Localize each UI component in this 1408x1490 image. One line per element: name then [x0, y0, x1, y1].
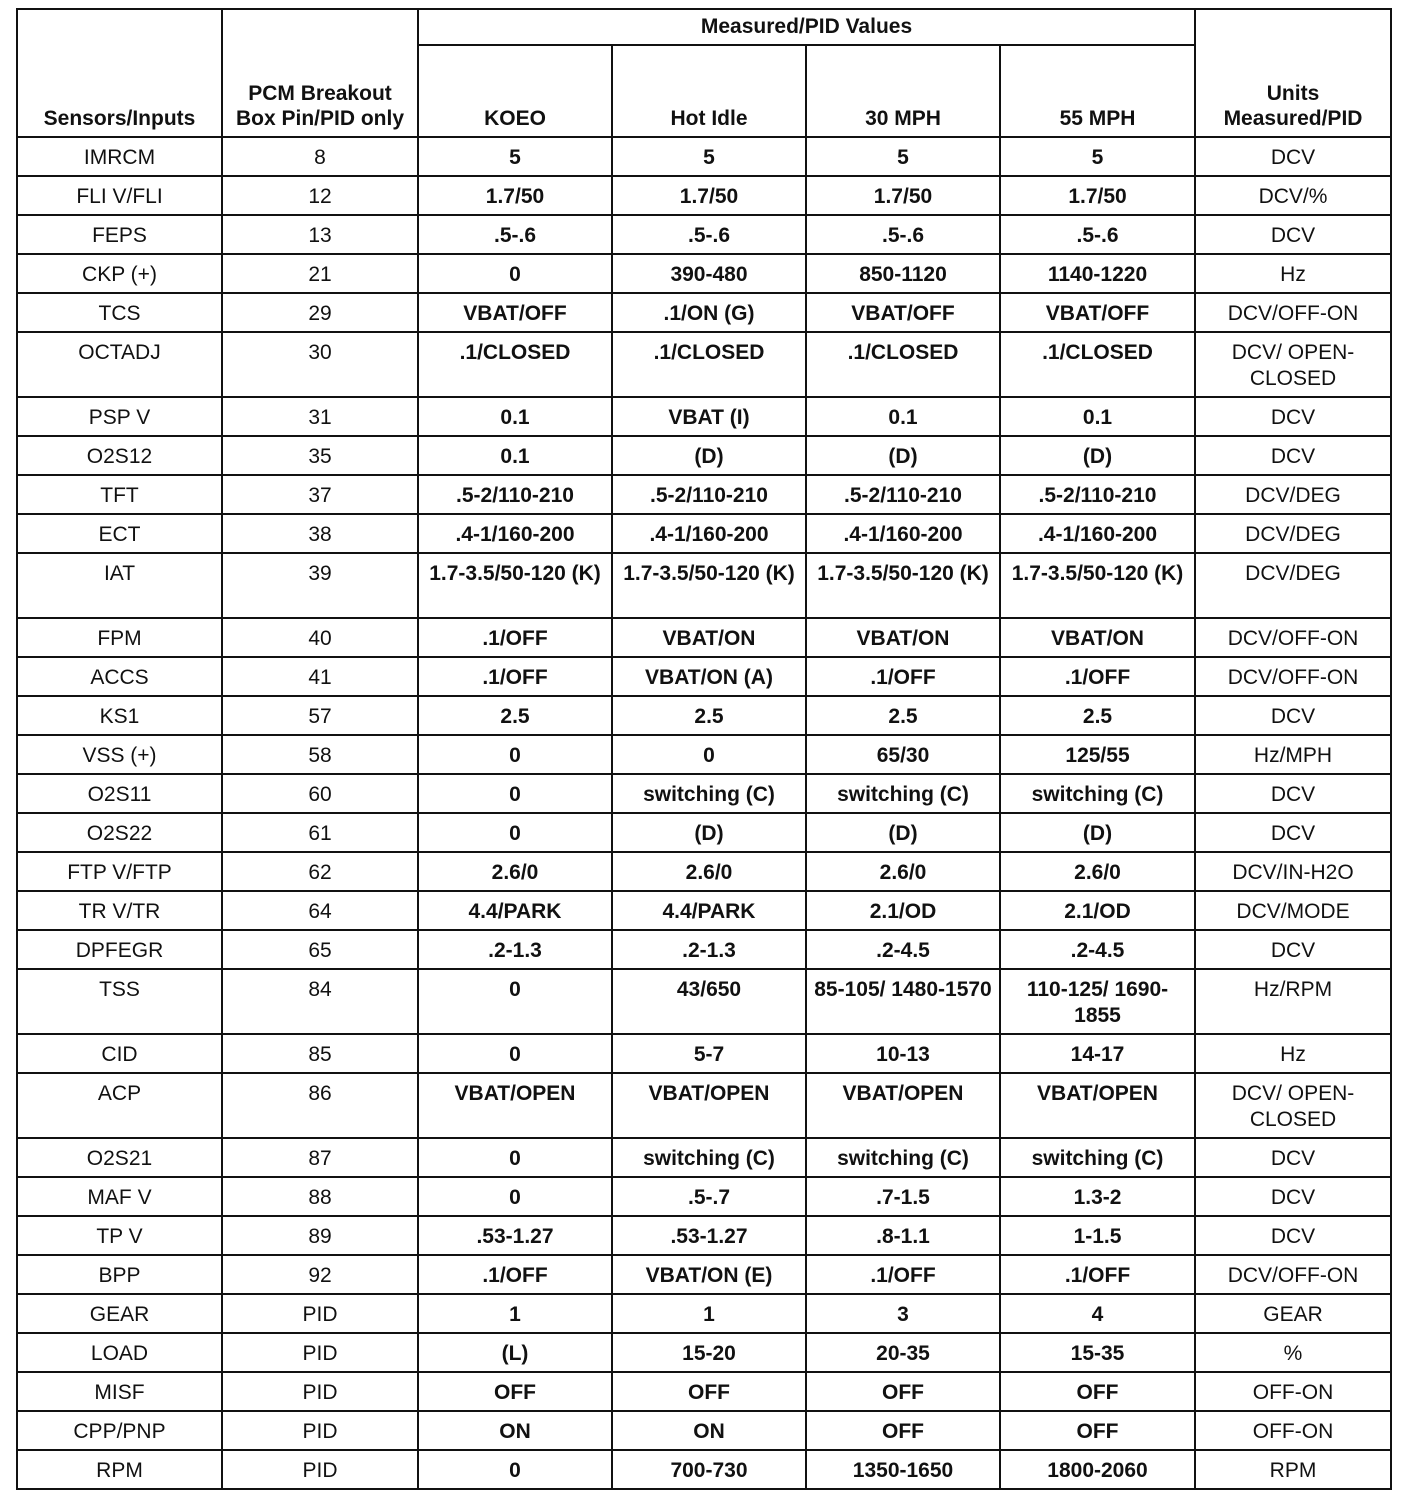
- cell-pin: 87: [222, 1138, 418, 1177]
- cell-30-mph: .1/OFF: [806, 1255, 1000, 1294]
- cell-30-mph: 2.5: [806, 696, 1000, 735]
- cell-hot-idle: VBAT/ON: [612, 618, 806, 657]
- cell-sensor: OCTADJ: [17, 332, 222, 397]
- cell-pin: 13: [222, 215, 418, 254]
- cell-sensor: FPM: [17, 618, 222, 657]
- cell-hot-idle: 2.6/0: [612, 852, 806, 891]
- cell-koeo: .1/OFF: [418, 657, 612, 696]
- cell-pin: 37: [222, 475, 418, 514]
- cell-koeo: .5-.6: [418, 215, 612, 254]
- header-measured-pid-values: Measured/PID Values: [418, 9, 1195, 45]
- cell-30-mph: 850-1120: [806, 254, 1000, 293]
- cell-55-mph: .1/OFF: [1000, 657, 1195, 696]
- cell-units: DCV/DEG: [1195, 475, 1391, 514]
- cell-pin: 31: [222, 397, 418, 436]
- cell-55-mph: VBAT/OFF: [1000, 293, 1195, 332]
- cell-koeo: VBAT/OFF: [418, 293, 612, 332]
- cell-hot-idle: .5-.6: [612, 215, 806, 254]
- cell-55-mph: OFF: [1000, 1411, 1195, 1450]
- cell-pin: 61: [222, 813, 418, 852]
- cell-30-mph: 5: [806, 137, 1000, 176]
- cell-sensor: KS1: [17, 696, 222, 735]
- cell-sensor: FLI V/FLI: [17, 176, 222, 215]
- cell-30-mph: switching (C): [806, 774, 1000, 813]
- cell-hot-idle: VBAT (I): [612, 397, 806, 436]
- cell-pin: 92: [222, 1255, 418, 1294]
- table-row: [17, 332, 1391, 397]
- cell-55-mph: 1140-1220: [1000, 254, 1195, 293]
- header-30-mph: 30 MPH: [806, 45, 1000, 137]
- cell-units: Hz: [1195, 1034, 1391, 1073]
- cell-55-mph: .2-4.5: [1000, 930, 1195, 969]
- cell-units: DCV: [1195, 1138, 1391, 1177]
- header-koeo: KOEO: [418, 45, 612, 137]
- cell-koeo: 0: [418, 969, 612, 1034]
- cell-pin: 29: [222, 293, 418, 332]
- cell-sensor: MAF V: [17, 1177, 222, 1216]
- header-row-group: [17, 9, 1391, 45]
- cell-pin: 38: [222, 514, 418, 553]
- cell-pin: PID: [222, 1333, 418, 1372]
- cell-units: DCV/DEG: [1195, 514, 1391, 553]
- cell-hot-idle: .2-1.3: [612, 930, 806, 969]
- cell-units: %: [1195, 1333, 1391, 1372]
- table-row: [17, 254, 1391, 293]
- cell-hot-idle: VBAT/ON (A): [612, 657, 806, 696]
- cell-pin: 88: [222, 1177, 418, 1216]
- cell-units: DCV/IN-H2O: [1195, 852, 1391, 891]
- cell-30-mph: .8-1.1: [806, 1216, 1000, 1255]
- cell-pin: 41: [222, 657, 418, 696]
- cell-55-mph: .4-1/160-200: [1000, 514, 1195, 553]
- table-row: [17, 553, 1391, 618]
- cell-koeo: 2.6/0: [418, 852, 612, 891]
- cell-sensor: CKP (+): [17, 254, 222, 293]
- cell-hot-idle: 1.7-3.5/50-120 (K): [612, 553, 806, 618]
- table-row: [17, 514, 1391, 553]
- cell-pin: 21: [222, 254, 418, 293]
- cell-koeo: 4.4/PARK: [418, 891, 612, 930]
- cell-pin: 60: [222, 774, 418, 813]
- table-row: [17, 1073, 1391, 1138]
- header-pcm-breakout-box: PCM Breakout Box Pin/PID only: [222, 9, 418, 137]
- cell-koeo: 0.1: [418, 436, 612, 475]
- cell-koeo: 0: [418, 1177, 612, 1216]
- cell-units: Hz/RPM: [1195, 969, 1391, 1034]
- cell-55-mph: 0.1: [1000, 397, 1195, 436]
- cell-sensor: GEAR: [17, 1294, 222, 1333]
- table-row: [17, 1034, 1391, 1073]
- cell-30-mph: 0.1: [806, 397, 1000, 436]
- cell-30-mph: .5-.6: [806, 215, 1000, 254]
- cell-units: DCV: [1195, 436, 1391, 475]
- table-row: [17, 657, 1391, 696]
- cell-30-mph: .4-1/160-200: [806, 514, 1000, 553]
- cell-sensor: RPM: [17, 1450, 222, 1489]
- cell-koeo: 0: [418, 1138, 612, 1177]
- cell-30-mph: (D): [806, 813, 1000, 852]
- cell-koeo: 0: [418, 1450, 612, 1489]
- cell-30-mph: OFF: [806, 1372, 1000, 1411]
- cell-30-mph: 20-35: [806, 1333, 1000, 1372]
- cell-sensor: TCS: [17, 293, 222, 332]
- cell-koeo: .1/OFF: [418, 1255, 612, 1294]
- header-hot-idle: Hot Idle: [612, 45, 806, 137]
- cell-sensor: IMRCM: [17, 137, 222, 176]
- cell-koeo: 0: [418, 813, 612, 852]
- cell-55-mph: 1.7-3.5/50-120 (K): [1000, 553, 1195, 618]
- table-row: [17, 1450, 1391, 1489]
- table-row: [17, 891, 1391, 930]
- cell-units: DCV/OFF-ON: [1195, 618, 1391, 657]
- cell-koeo: 1: [418, 1294, 612, 1333]
- cell-hot-idle: .4-1/160-200: [612, 514, 806, 553]
- table-row: [17, 969, 1391, 1034]
- cell-koeo: .1/OFF: [418, 618, 612, 657]
- table-row: [17, 696, 1391, 735]
- cell-koeo: .1/CLOSED: [418, 332, 612, 397]
- cell-30-mph: .1/CLOSED: [806, 332, 1000, 397]
- table-row: [17, 735, 1391, 774]
- cell-units: DCV/OFF-ON: [1195, 293, 1391, 332]
- cell-units: DCV: [1195, 215, 1391, 254]
- cell-55-mph: 2.5: [1000, 696, 1195, 735]
- cell-55-mph: 110-125/ 1690-1855: [1000, 969, 1195, 1034]
- cell-55-mph: .1/OFF: [1000, 1255, 1195, 1294]
- cell-hot-idle: (D): [612, 436, 806, 475]
- cell-hot-idle: 5-7: [612, 1034, 806, 1073]
- cell-hot-idle: (D): [612, 813, 806, 852]
- cell-koeo: VBAT/OPEN: [418, 1073, 612, 1138]
- cell-sensor: O2S12: [17, 436, 222, 475]
- cell-sensor: TSS: [17, 969, 222, 1034]
- cell-units: DCV: [1195, 696, 1391, 735]
- cell-hot-idle: switching (C): [612, 774, 806, 813]
- cell-units: DCV: [1195, 397, 1391, 436]
- table-row: [17, 1333, 1391, 1372]
- cell-sensor: VSS (+): [17, 735, 222, 774]
- cell-55-mph: switching (C): [1000, 774, 1195, 813]
- table-row: [17, 137, 1391, 176]
- cell-30-mph: 1350-1650: [806, 1450, 1000, 1489]
- cell-55-mph: VBAT/ON: [1000, 618, 1195, 657]
- cell-30-mph: switching (C): [806, 1138, 1000, 1177]
- cell-pin: 62: [222, 852, 418, 891]
- cell-koeo: .53-1.27: [418, 1216, 612, 1255]
- cell-55-mph: 1800-2060: [1000, 1450, 1195, 1489]
- cell-hot-idle: VBAT/OPEN: [612, 1073, 806, 1138]
- cell-30-mph: .5-2/110-210: [806, 475, 1000, 514]
- cell-hot-idle: 2.5: [612, 696, 806, 735]
- cell-units: DCV: [1195, 813, 1391, 852]
- cell-pin: 35: [222, 436, 418, 475]
- cell-30-mph: 1.7/50: [806, 176, 1000, 215]
- cell-sensor: FTP V/FTP: [17, 852, 222, 891]
- cell-hot-idle: 43/650: [612, 969, 806, 1034]
- cell-pin: 12: [222, 176, 418, 215]
- cell-30-mph: .1/OFF: [806, 657, 1000, 696]
- table-row: [17, 436, 1391, 475]
- cell-sensor: O2S21: [17, 1138, 222, 1177]
- cell-55-mph: .1/CLOSED: [1000, 332, 1195, 397]
- table-body: [17, 137, 1391, 1489]
- cell-hot-idle: .1/ON (G): [612, 293, 806, 332]
- cell-units: DCV/OFF-ON: [1195, 1255, 1391, 1294]
- cell-55-mph: switching (C): [1000, 1138, 1195, 1177]
- cell-55-mph: 125/55: [1000, 735, 1195, 774]
- cell-hot-idle: 390-480: [612, 254, 806, 293]
- cell-koeo: 0.1: [418, 397, 612, 436]
- cell-sensor: FEPS: [17, 215, 222, 254]
- table-row: [17, 1294, 1391, 1333]
- cell-units: DCV/%: [1195, 176, 1391, 215]
- cell-55-mph: 4: [1000, 1294, 1195, 1333]
- cell-units: DCV/DEG: [1195, 553, 1391, 618]
- cell-koeo: 2.5: [418, 696, 612, 735]
- cell-sensor: ACP: [17, 1073, 222, 1138]
- cell-30-mph: (D): [806, 436, 1000, 475]
- table-row: [17, 774, 1391, 813]
- cell-koeo: 0: [418, 735, 612, 774]
- cell-koeo: 1.7/50: [418, 176, 612, 215]
- cell-30-mph: 85-105/ 1480-1570: [806, 969, 1000, 1034]
- pid-values-table: [16, 8, 1392, 1490]
- cell-hot-idle: .1/CLOSED: [612, 332, 806, 397]
- cell-pin: 57: [222, 696, 418, 735]
- cell-koeo: 0: [418, 254, 612, 293]
- cell-koeo: .2-1.3: [418, 930, 612, 969]
- table-row: [17, 215, 1391, 254]
- table-row: [17, 475, 1391, 514]
- cell-30-mph: 1.7-3.5/50-120 (K): [806, 553, 1000, 618]
- cell-pin: 58: [222, 735, 418, 774]
- cell-pin: 64: [222, 891, 418, 930]
- cell-units: DCV/OFF-ON: [1195, 657, 1391, 696]
- cell-30-mph: .7-1.5: [806, 1177, 1000, 1216]
- pid-values-sheet: [16, 8, 1390, 1482]
- cell-units: DCV: [1195, 1216, 1391, 1255]
- table-row: [17, 813, 1391, 852]
- cell-hot-idle: 0: [612, 735, 806, 774]
- cell-55-mph: 1.3-2: [1000, 1177, 1195, 1216]
- cell-pin: PID: [222, 1450, 418, 1489]
- table-row: [17, 1177, 1391, 1216]
- cell-hot-idle: 15-20: [612, 1333, 806, 1372]
- cell-30-mph: .2-4.5: [806, 930, 1000, 969]
- cell-55-mph: OFF: [1000, 1372, 1195, 1411]
- cell-55-mph: (D): [1000, 813, 1195, 852]
- cell-sensor: ECT: [17, 514, 222, 553]
- cell-pin: 65: [222, 930, 418, 969]
- cell-hot-idle: 700-730: [612, 1450, 806, 1489]
- cell-sensor: O2S11: [17, 774, 222, 813]
- cell-30-mph: VBAT/OPEN: [806, 1073, 1000, 1138]
- cell-hot-idle: 1: [612, 1294, 806, 1333]
- cell-sensor: ACCS: [17, 657, 222, 696]
- cell-pin: 39: [222, 553, 418, 618]
- table-row: [17, 930, 1391, 969]
- cell-hot-idle: 4.4/PARK: [612, 891, 806, 930]
- cell-koeo: OFF: [418, 1372, 612, 1411]
- cell-units: GEAR: [1195, 1294, 1391, 1333]
- table-row: [17, 618, 1391, 657]
- cell-55-mph: 14-17: [1000, 1034, 1195, 1073]
- cell-units: DCV: [1195, 137, 1391, 176]
- cell-hot-idle: .5-2/110-210: [612, 475, 806, 514]
- cell-hot-idle: switching (C): [612, 1138, 806, 1177]
- cell-units: DCV/ OPEN-CLOSED: [1195, 1073, 1391, 1138]
- table-row: [17, 176, 1391, 215]
- cell-units: Hz/MPH: [1195, 735, 1391, 774]
- cell-55-mph: 5: [1000, 137, 1195, 176]
- cell-units: OFF-ON: [1195, 1411, 1391, 1450]
- table-row: [17, 1411, 1391, 1450]
- cell-pin: 84: [222, 969, 418, 1034]
- cell-sensor: IAT: [17, 553, 222, 618]
- cell-55-mph: 2.6/0: [1000, 852, 1195, 891]
- cell-sensor: PSP V: [17, 397, 222, 436]
- cell-koeo: 0: [418, 774, 612, 813]
- cell-hot-idle: ON: [612, 1411, 806, 1450]
- cell-30-mph: VBAT/ON: [806, 618, 1000, 657]
- cell-koeo: (L): [418, 1333, 612, 1372]
- cell-30-mph: 10-13: [806, 1034, 1000, 1073]
- cell-koeo: .4-1/160-200: [418, 514, 612, 553]
- cell-sensor: O2S22: [17, 813, 222, 852]
- header-55-mph: 55 MPH: [1000, 45, 1195, 137]
- cell-30-mph: 65/30: [806, 735, 1000, 774]
- cell-55-mph: 2.1/OD: [1000, 891, 1195, 930]
- cell-sensor: BPP: [17, 1255, 222, 1294]
- cell-pin: 89: [222, 1216, 418, 1255]
- cell-units: DCV: [1195, 1177, 1391, 1216]
- cell-pin: PID: [222, 1294, 418, 1333]
- table-row: [17, 1138, 1391, 1177]
- cell-pin: 40: [222, 618, 418, 657]
- table-row: [17, 1255, 1391, 1294]
- cell-koeo: 0: [418, 1034, 612, 1073]
- cell-koeo: 5: [418, 137, 612, 176]
- cell-units: DCV: [1195, 930, 1391, 969]
- cell-30-mph: OFF: [806, 1411, 1000, 1450]
- table-row: [17, 1216, 1391, 1255]
- cell-30-mph: VBAT/OFF: [806, 293, 1000, 332]
- cell-pin: PID: [222, 1411, 418, 1450]
- table-row: [17, 1372, 1391, 1411]
- cell-55-mph: VBAT/OPEN: [1000, 1073, 1195, 1138]
- cell-sensor: DPFEGR: [17, 930, 222, 969]
- cell-sensor: CPP/PNP: [17, 1411, 222, 1450]
- table-row: [17, 293, 1391, 332]
- cell-hot-idle: 5: [612, 137, 806, 176]
- cell-pin: 8: [222, 137, 418, 176]
- cell-55-mph: .5-2/110-210: [1000, 475, 1195, 514]
- table-row: [17, 852, 1391, 891]
- cell-units: Hz: [1195, 254, 1391, 293]
- cell-55-mph: 15-35: [1000, 1333, 1195, 1372]
- cell-55-mph: (D): [1000, 436, 1195, 475]
- cell-koeo: 1.7-3.5/50-120 (K): [418, 553, 612, 618]
- cell-30-mph: 2.1/OD: [806, 891, 1000, 930]
- cell-hot-idle: .5-.7: [612, 1177, 806, 1216]
- cell-sensor: CID: [17, 1034, 222, 1073]
- cell-koeo: ON: [418, 1411, 612, 1450]
- cell-30-mph: 3: [806, 1294, 1000, 1333]
- header-units-measured-pid: Units Measured/PID: [1195, 9, 1391, 137]
- cell-sensor: TFT: [17, 475, 222, 514]
- cell-pin: 85: [222, 1034, 418, 1073]
- cell-koeo: .5-2/110-210: [418, 475, 612, 514]
- cell-hot-idle: .53-1.27: [612, 1216, 806, 1255]
- cell-hot-idle: 1.7/50: [612, 176, 806, 215]
- cell-55-mph: .5-.6: [1000, 215, 1195, 254]
- cell-units: DCV/MODE: [1195, 891, 1391, 930]
- cell-sensor: LOAD: [17, 1333, 222, 1372]
- cell-units: DCV: [1195, 774, 1391, 813]
- cell-pin: PID: [222, 1372, 418, 1411]
- cell-30-mph: 2.6/0: [806, 852, 1000, 891]
- cell-sensor: MISF: [17, 1372, 222, 1411]
- table-row: [17, 397, 1391, 436]
- header-sensors-inputs: Sensors/Inputs: [17, 9, 222, 137]
- cell-hot-idle: OFF: [612, 1372, 806, 1411]
- cell-units: RPM: [1195, 1450, 1391, 1489]
- cell-55-mph: 1-1.5: [1000, 1216, 1195, 1255]
- cell-pin: 86: [222, 1073, 418, 1138]
- cell-55-mph: 1.7/50: [1000, 176, 1195, 215]
- cell-sensor: TP V: [17, 1216, 222, 1255]
- cell-sensor: TR V/TR: [17, 891, 222, 930]
- cell-units: DCV/ OPEN-CLOSED: [1195, 332, 1391, 397]
- cell-hot-idle: VBAT/ON (E): [612, 1255, 806, 1294]
- cell-units: OFF-ON: [1195, 1372, 1391, 1411]
- cell-pin: 30: [222, 332, 418, 397]
